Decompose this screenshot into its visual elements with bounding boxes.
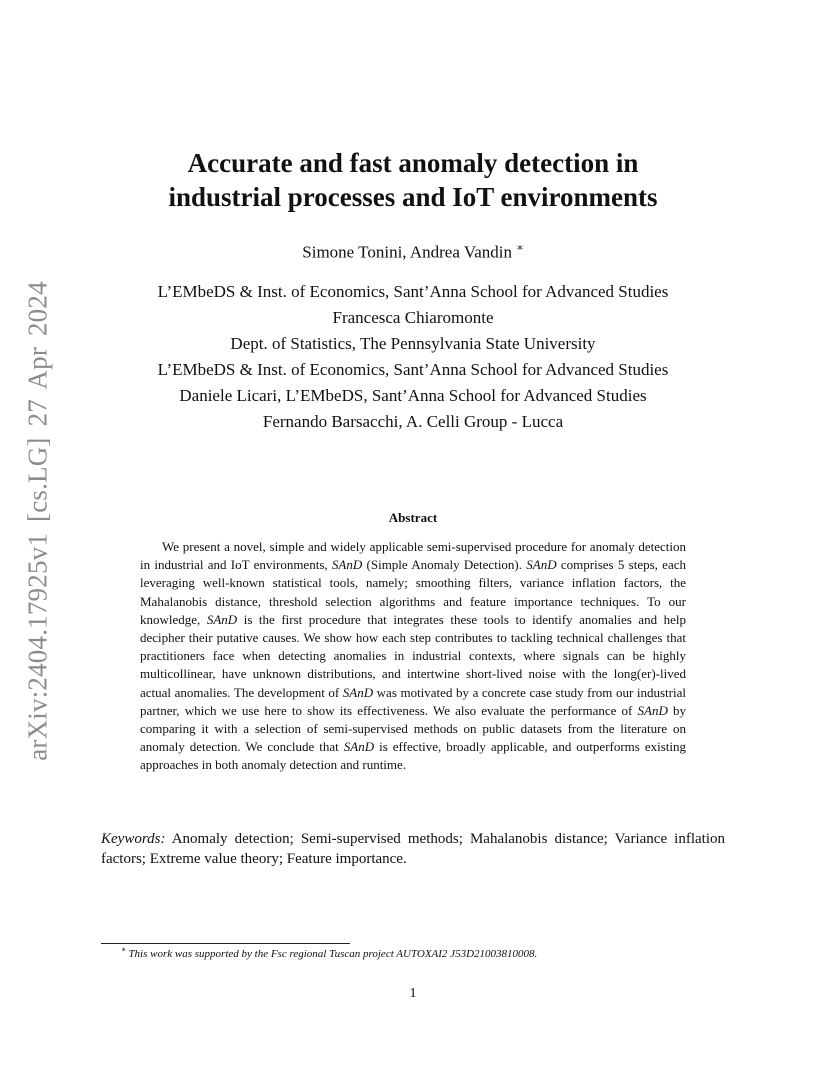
paper-title — [100, 146, 726, 214]
keywords-text: Anomaly detection; Semi-supervised methods; Mahalanobis distance; Variance inflation factors; Extreme value theory; Feature importance. — [101, 831, 725, 867]
affiliation-line: L’EMbeDS & Inst. of Economics, Sant’Anna School for Advanced Studies — [157, 360, 669, 379]
method-name: SAnD — [637, 702, 668, 718]
affiliations-block — [90, 279, 736, 435]
author-list — [100, 237, 726, 264]
keywords-label: Keywords: — [101, 831, 166, 847]
authors-names: Simone Tonini, Andrea Vandin — [302, 242, 512, 262]
footnote-mark: ∗ — [121, 945, 127, 955]
affiliation-line: L’EMbeDS & Inst. of Economics, Sant’Anna School for Advanced Studies — [157, 282, 669, 301]
author-footnote-mark: ∗ — [516, 242, 524, 254]
method-name: SAnD — [526, 557, 557, 573]
arxiv-stamp-text: arXiv:2404.17925v1 [cs.LG] 27 Apr 2024 — [22, 281, 53, 761]
affiliation-line: Daniele Licari, L’EMbeDS, Sant’Anna School for Advanced Studies — [179, 386, 647, 405]
abstract-text: is the first procedure that integrates these tools to identify anomalies and help decipher their putative causes. We show how each step contributes to tackling technical challenges that practitioners face when detecting anomalies in industrial contexts, where signals can be highly multicollinear, have unknown distributions, and intertwine short-lived noise with the long(er)-lived actual anomalies. The development of — [140, 611, 686, 700]
keywords-paragraph — [101, 829, 725, 869]
abstract-body — [140, 538, 686, 775]
method-name: SAnD — [206, 611, 238, 627]
footnote-divider — [101, 943, 350, 944]
affiliation-line: Francesca Chiaromonte — [332, 308, 494, 327]
abstract-text: was motivated by a concrete case study from our industrial partner, which we use here to show its effectiveness. We also evaluate the performance of — [140, 684, 686, 718]
method-name: SAnD — [342, 684, 374, 700]
abstract-text: (Simple Anomaly Detection). — [362, 557, 527, 573]
title-line-1: Accurate and fast anomaly detection in — [187, 148, 639, 178]
funding-footnote — [121, 946, 721, 962]
page-number: 1 — [409, 986, 417, 1001]
abstract-text: We present a novel, simple and widely applicable semi-supervised procedure for anomaly detection in industrial and IoT environments, — [140, 539, 686, 573]
affiliation-line: Fernando Barsacchi, A. Celli Group - Lucca — [262, 412, 564, 431]
abstract-heading: Abstract — [388, 510, 438, 525]
affiliation-line: Dept. of Statistics, The Pennsylvania State University — [230, 334, 596, 353]
abstract-text: comprises 5 steps, each leveraging well-known statistical tools, namely; smoothing filters, variance inflation factors, the Mahalanobis distance, threshold selection algorithms and feature importance techniques. To our knowledge, — [140, 557, 686, 627]
method-name: SAnD — [331, 557, 363, 573]
title-line-2: industrial processes and IoT environments — [168, 182, 658, 212]
abstract-text: is effective, broadly applicable, and outperforms existing approaches in both anomaly detection and runtime. — [140, 739, 686, 773]
arxiv-identifier-stamp — [17, 281, 59, 761]
method-name: SAnD — [343, 739, 375, 755]
abstract-text: by comparing it with a selection of semi-supervised methods on public datasets from the literature on anomaly detection. We conclude that — [140, 702, 686, 755]
footnote-text: This work was supported by the Fsc regional Tuscan project AUTOXAI2 J53D21003810008. — [128, 948, 538, 960]
